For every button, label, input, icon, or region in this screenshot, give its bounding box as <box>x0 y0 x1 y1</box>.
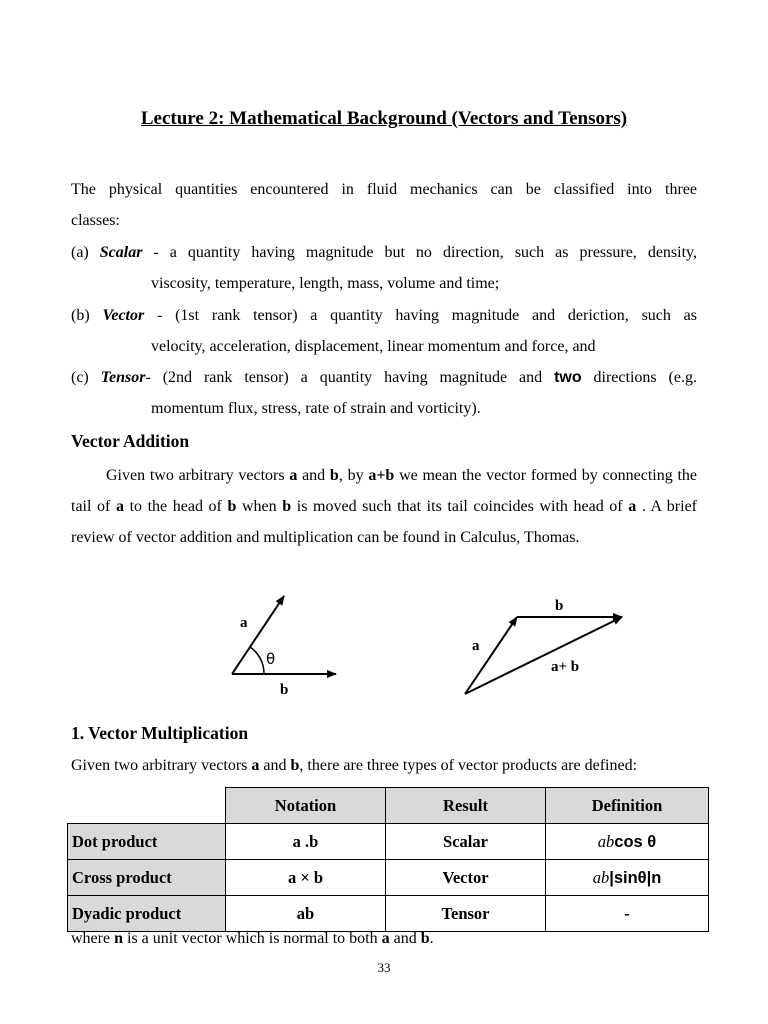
right-label-sum: a+ b <box>551 659 580 675</box>
header-notation: Notation <box>226 788 386 824</box>
right-vector-sum <box>465 617 622 694</box>
theta-label: θ <box>266 650 276 668</box>
row-name: Dot product <box>68 824 226 860</box>
header-definition: Definition <box>546 788 709 824</box>
term-vector: Vector <box>102 307 145 324</box>
left-label-a: a <box>240 615 248 631</box>
table-row <box>68 896 709 932</box>
row-result: Scalar <box>386 824 546 860</box>
unit-vector-note: where n is a unit vector which is normal to both a and b. <box>71 930 434 947</box>
row-definition: - <box>546 896 709 932</box>
page-title: Lecture 2: Mathematical Background (Vectors and Tensors) <box>140 108 628 129</box>
left-label-b: b <box>280 682 289 698</box>
vector-addition-paragraph: Given two arbitrary vectors a and b, by a+b we mean the vector formed by connecting the tail of a to the head of b when b is moved such that its tail coincides with head of a . A brief review of vector addition and multiplication can be found in Calculus, Thomas. <box>71 467 698 546</box>
row-name: Dyadic product <box>68 896 226 932</box>
row-name: Cross product <box>68 860 226 896</box>
term-scalar: Scalar <box>99 244 143 261</box>
term-tensor: Tensor <box>100 369 146 386</box>
intro-line-1: The physical quantities encountered in fluid mechanics can be classified into three <box>71 181 697 198</box>
term-two: two <box>554 369 582 386</box>
intro-line-2: classes: <box>71 212 120 229</box>
table-corner-cell <box>68 788 226 824</box>
table-row <box>68 860 709 896</box>
vector-multiplication-intro: Given two arbitrary vectors a and b, there are three types of vector products are defined: <box>71 757 638 774</box>
right-label-a: a <box>472 638 480 654</box>
table-row <box>68 824 709 860</box>
page-number: 33 <box>377 960 391 975</box>
class-b-line-1: (b) Vector - (1st rank tensor) a quantity having magnitude and deriction, such as <box>71 307 698 324</box>
row-notation: a .b <box>226 824 386 860</box>
right-vector-a <box>465 617 517 694</box>
row-notation: ab <box>226 896 386 932</box>
class-a-line-1: (a) Scalar - a quantity having magnitude but no direction, such as pressure, density, <box>71 244 697 261</box>
class-b-line-2: velocity, acceleration, displacement, linear momentum and force, and <box>151 338 596 355</box>
vector-addition-heading: Vector Addition <box>71 431 190 451</box>
row-result: Tensor <box>386 896 546 932</box>
left-vector-a <box>232 596 284 674</box>
row-definition: ab|sinθ|n <box>546 860 709 896</box>
vector-products-table <box>67 787 709 932</box>
vector-addition-figure <box>0 585 768 710</box>
vector-multiplication-heading: 1. Vector Multiplication <box>71 723 249 743</box>
row-notation: a × b <box>226 860 386 896</box>
class-c-line-2: momentum flux, stress, rate of strain and vorticity). <box>151 400 481 417</box>
header-result: Result <box>386 788 546 824</box>
row-result: Vector <box>386 860 546 896</box>
class-a-line-2: viscosity, temperature, length, mass, volume and time; <box>151 275 500 292</box>
angle-arc <box>250 647 264 674</box>
table-header-row <box>68 788 709 824</box>
right-label-b: b <box>555 598 564 614</box>
row-definition: abcos θ <box>546 824 709 860</box>
class-c-line-1: (c) Tensor- (2nd rank tensor) a quantity having magnitude and two directions (e.g. <box>71 369 697 386</box>
